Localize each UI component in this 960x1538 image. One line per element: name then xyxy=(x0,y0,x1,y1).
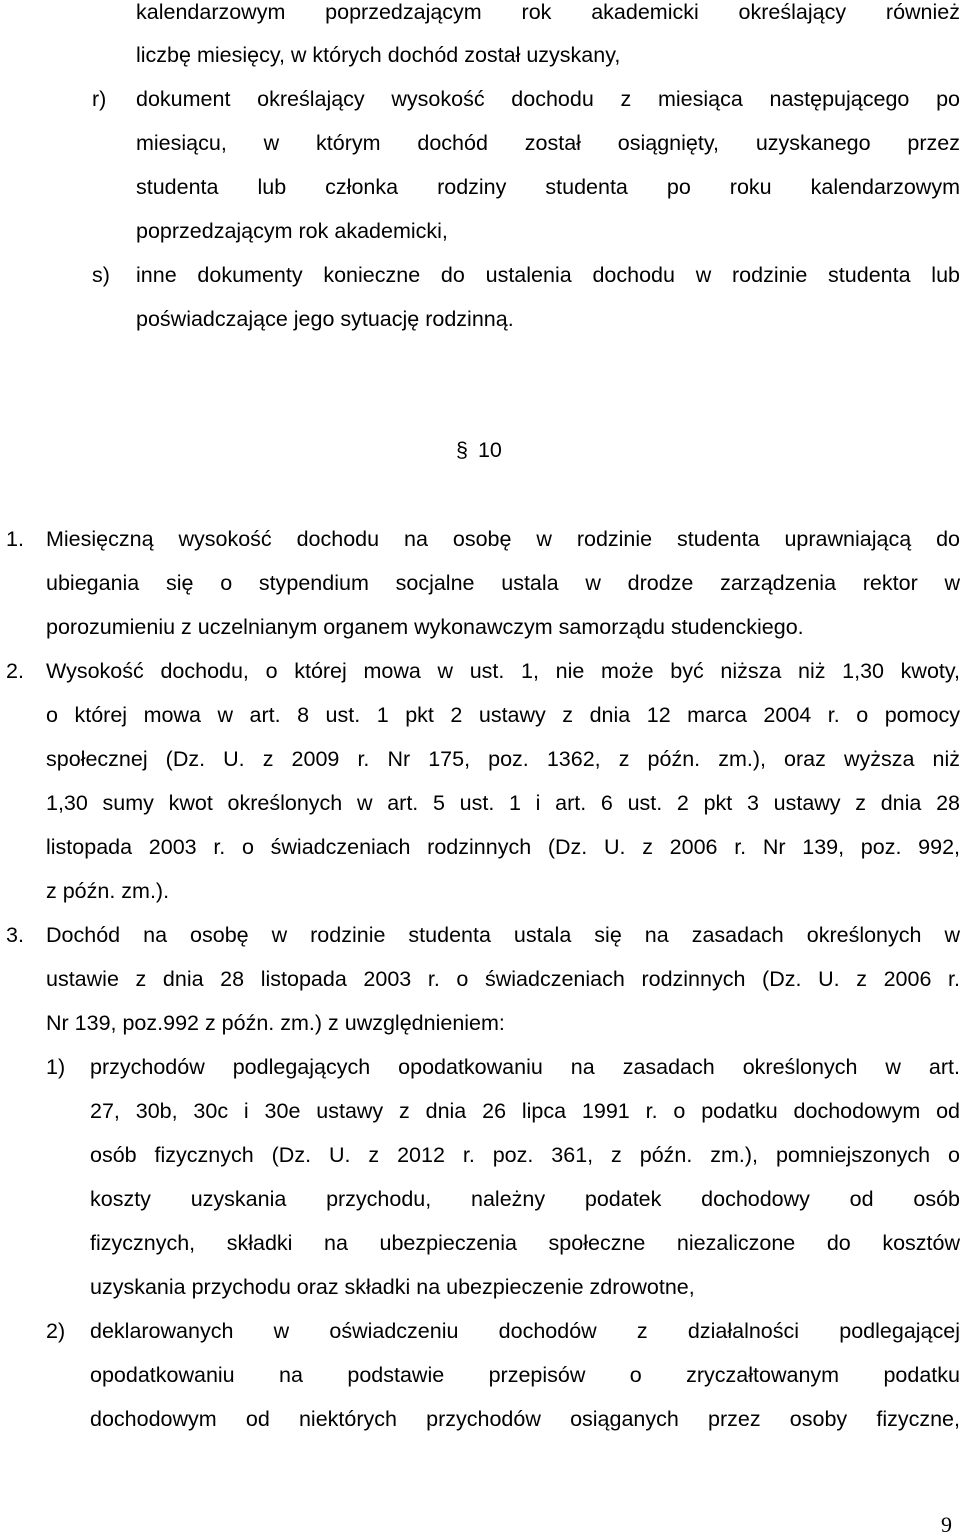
text-line: studenta lub członka rodziny studenta po roku kalendarzowym xyxy=(136,175,960,199)
text-line: liczbę miesięcy, w których dochód został uzyskany, xyxy=(136,43,621,67)
text-line: dochodowym od niektórych przychodów osiąganych przez osoby fizyczne, xyxy=(90,1407,960,1431)
paragraph-marker: 1. xyxy=(6,527,24,551)
text-line: miesiącu, w którym dochód został osiągnięty, uzyskanego przez xyxy=(136,131,960,155)
text-line: uzyskania przychodu oraz składki na ubezpieczenie zdrowotne, xyxy=(90,1275,695,1299)
paragraph-marker: 3. xyxy=(6,923,24,947)
text-line: dokument określający wysokość dochodu z miesiąca następującego po xyxy=(136,87,960,111)
text-line: koszty uzyskania przychodu, należny podatek dochodowy od osób xyxy=(90,1187,960,1211)
text-line: z późn. zm.). xyxy=(46,879,170,903)
list-marker: r) xyxy=(92,87,107,111)
text-line: o której mowa w art. 8 ust. 1 pkt 2 ustawy z dnia 12 marca 2004 r. o pomocy xyxy=(46,703,960,727)
section-symbol: § xyxy=(456,438,468,462)
text-line: 27, 30b, 30c i 30e ustawy z dnia 26 lipca 1991 r. o podatku dochodowym od xyxy=(90,1099,960,1123)
list-marker: 1) xyxy=(46,1055,66,1079)
text-line: Wysokość dochodu, o której mowa w ust. 1, nie może być niższa niż 1,30 kwoty, xyxy=(46,659,960,683)
text-line: poprzedzającym rok akademicki, xyxy=(136,219,448,243)
text-line: opodatkowaniu na podstawie przepisów o zryczałtowanym podatku xyxy=(90,1363,960,1387)
text-line: ubiegania się o stypendium socjalne ustala w drodze zarządzenia rektor w xyxy=(46,571,960,595)
text-line: deklarowanych w oświadczeniu dochodów z działalności podlegającej xyxy=(90,1319,960,1343)
text-line: Miesięczną wysokość dochodu na osobę w rodzinie studenta uprawniającą do xyxy=(46,527,960,551)
list-marker: s) xyxy=(92,263,110,287)
text-line: Dochód na osobę w rodzinie studenta ustala się na zasadach określonych w xyxy=(46,923,960,947)
list-marker: 2) xyxy=(46,1319,66,1343)
section-heading xyxy=(456,436,502,464)
text-line: inne dokumenty konieczne do ustalenia dochodu w rodzinie studenta lub xyxy=(136,263,960,287)
text-line: porozumieniu z uczelnianym organem wykonawczym samorządu studenckiego. xyxy=(46,615,804,639)
section-number: 10 xyxy=(477,438,502,462)
text-line: osób fizycznych (Dz. U. z 2012 r. poz. 361, z późn. zm.), pomniejszonych o xyxy=(90,1143,960,1167)
text-line: przychodów podlegających opodatkowaniu na zasadach określonych w art. xyxy=(90,1055,960,1079)
text-line: Nr 139, poz.992 z późn. zm.) z uwzględnieniem: xyxy=(46,1011,505,1035)
text-line: kalendarzowym poprzedzającym rok akademicki określający również xyxy=(136,0,960,24)
text-line: fizycznych, składki na ubezpieczenia społeczne niezaliczone do kosztów xyxy=(90,1231,960,1255)
text-line: poświadczające jego sytuację rodzinną. xyxy=(136,307,514,331)
text-line: listopada 2003 r. o świadczeniach rodzinnych (Dz. U. z 2006 r. Nr 139, poz. 992, xyxy=(46,835,960,859)
page-number: 9 xyxy=(941,1512,952,1537)
text-line: ustawie z dnia 28 listopada 2003 r. o świadczeniach rodzinnych (Dz. U. z 2006 r. xyxy=(46,967,960,991)
text-line: 1,30 sumy kwot określonych w art. 5 ust. 1 i art. 6 ust. 2 pkt 3 ustawy z dnia 28 xyxy=(46,791,960,815)
text-line: społecznej (Dz. U. z 2009 r. Nr 175, poz. 1362, z późn. zm.), oraz wyższa niż xyxy=(46,747,960,771)
paragraph-marker: 2. xyxy=(6,659,24,683)
